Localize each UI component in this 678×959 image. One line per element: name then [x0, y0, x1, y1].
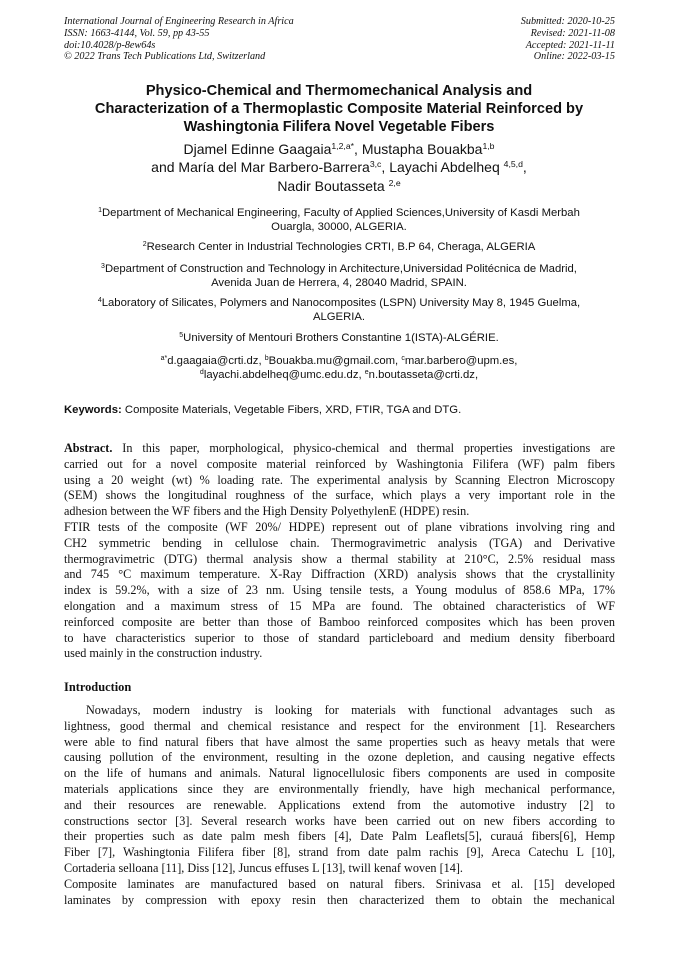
- affiliation-3: [40, 262, 638, 291]
- author-separator: ,: [522, 159, 527, 176]
- abstract-line: thermogravimetric (DTG) thermal analysis show a thermal stability at 210°C, 2.5% residual mass: [64, 551, 615, 566]
- intro-line: constructions sector [3]. Several research works have been carried out on new fibers according to: [64, 813, 615, 828]
- publication-dates: [521, 16, 615, 63]
- abstract-line: index is 59.2%, with a size of 23 nm. Using tensile tests, a Young modulus of 858.6 MPa, 17%: [64, 583, 615, 598]
- affiliation-text: Department of Mechanical Engineering, Faculty of Applied Sciences,University of Kasdi Merbah: [102, 207, 580, 219]
- intro-line: lightness, good thermal and chemical resistance and respect for the environment [1]. Researchers: [64, 718, 615, 733]
- affiliation-line: [40, 296, 638, 310]
- author-emails: [40, 354, 638, 383]
- journal-info: [64, 16, 294, 63]
- email-address: n.boutasseta@crti.dz,: [368, 369, 479, 382]
- author-name: Djamel Edinne Gaagaia: [183, 141, 332, 157]
- affiliation-line: Ouargla, 30000, ALGERIA.: [271, 221, 407, 234]
- email-line: [40, 368, 638, 382]
- affiliation-line: [40, 206, 638, 220]
- title-line: Physico-Chemical and Thermomechanical Analysis and: [145, 83, 533, 99]
- introduction-body: [64, 703, 615, 908]
- email-mark: b: [264, 355, 269, 363]
- title-line: Washingtonia Filifera Novel Vegetable Fibers: [183, 119, 495, 136]
- affiliation-number: 1: [98, 207, 103, 215]
- author-affiliation-mark: 1,2,a*: [331, 141, 355, 152]
- author-conjunction: and: [151, 159, 179, 176]
- email-address: layachi.abdelheq@umc.edu.dz,: [203, 369, 365, 382]
- affiliation-5: [40, 331, 638, 345]
- revised-date: Revised: 2021-11-08: [530, 27, 615, 39]
- author-separator: ,: [354, 141, 362, 157]
- author-affiliation-mark: 4,5,d: [503, 159, 523, 170]
- abstract: [64, 441, 615, 662]
- abstract-line: CH2 symmetric bending in cellulose chain. Thermogravimetric analysis (TGA) and Derivative: [64, 535, 615, 550]
- affiliation-line: ALGERIA.: [312, 311, 366, 324]
- affiliation-1: [40, 206, 638, 235]
- affiliation-number: 4: [97, 297, 102, 305]
- abstract-line: carried out for a novel composite material reinforced by Washingtonia Filifera (WF) palm fibers: [64, 456, 615, 471]
- intro-line: Composite laminates are manufactured based on natural fibers. Srinivasa et al. [15] developed: [64, 876, 615, 891]
- email-mark: a*: [160, 355, 168, 363]
- email-address: mar.barbero@upm.es,: [404, 355, 518, 367]
- author-affiliation-mark: 1,b: [482, 141, 495, 152]
- keywords-text: Composite Materials, Vegetable Fibers, XRD, FTIR, TGA and DTG.: [121, 404, 462, 416]
- affiliation-number: 2: [142, 241, 147, 249]
- author-name: Nadir Boutasseta: [277, 177, 389, 194]
- abstract-line: using a 20 weight (wt) % loading rate. The experimental analysis by Scanning Electron Microscopy: [64, 472, 615, 487]
- journal-name: International Journal of Engineering Research in Africa: [64, 16, 294, 27]
- author-affiliation-mark: 2,e: [388, 178, 401, 189]
- affiliation-2: [40, 240, 638, 254]
- intro-line: Cortaderia selloana [11], Diss [12], Juncus effuses L [13], twill kenaf woven [14].: [64, 860, 463, 875]
- author-name: María del Mar Barbero-Barrera: [178, 159, 370, 176]
- abstract-line: and 745 °C maximum temperature. X-Ray Diffraction (XRD) analysis shows that the crystallinity: [64, 567, 615, 582]
- email-address: d.gaagaia@crti.dz,: [167, 355, 265, 367]
- affiliation-text: University of Mentouri Brothers Constantine 1(ISTA)-ALGÉRIE.: [183, 332, 499, 344]
- section-heading-introduction: Introduction: [64, 680, 132, 694]
- author-name: Layachi Abdelheq: [389, 159, 504, 176]
- abstract-text: In this paper, morphological, physico-chemical and thermal properties investigations are: [112, 441, 615, 455]
- abstract-line: reinforced composite are better than those of Bamboo reinforced composites which has been proven: [64, 614, 615, 629]
- online-date: Online: 2022-03-15: [533, 51, 615, 63]
- copyright: © 2022 Trans Tech Publications Ltd, Switzerland: [64, 51, 266, 63]
- intro-line: were able to find natural fibers that have almost the same properties such as heavy metals that were: [64, 734, 615, 749]
- affiliation-text: Department of Construction and Technology in Architecture,Universidad Politécnica de Madrid,: [104, 263, 577, 275]
- accepted-date: Accepted: 2021-11-11: [525, 39, 615, 51]
- affiliation-number: 3: [101, 263, 105, 271]
- abstract-line: adhesion between the WF fibers and the High Density PolyethylenE (HDPE) resin.: [64, 504, 470, 519]
- affiliation-line: [40, 240, 638, 254]
- intro-line: their properties such as date palm mesh fibers [4], Date Palm Leaflets[5], curauá fibers[6], Hemp: [64, 829, 615, 844]
- email-mark: c: [401, 355, 405, 363]
- intro-line: causing pollution of the environment, resulting in the ozone depletion, and causing negative effects: [64, 750, 615, 765]
- author-line: [40, 177, 638, 195]
- affiliation-4: [40, 296, 638, 325]
- email-mark: d: [199, 369, 204, 377]
- doi: doi:10.4028/p-8ew64s: [64, 39, 156, 51]
- author-list: [40, 140, 638, 195]
- affiliation-text: Laboratory of Silicates, Polymers and Nanocomposites (LSPN) University May 8, 1945 Guelma,: [101, 297, 581, 309]
- abstract-line: elongation and a maximum stress of 15 MPa are found. The obtained characteristics of WF: [64, 598, 615, 613]
- author-affiliation-mark: 3,c: [369, 159, 382, 170]
- abstract-line: FTIR tests of the composite (WF 20%/ HDPE) represent out of plane vibrations involving ring and: [64, 519, 615, 534]
- intro-line: laminates by compression with epoxy resin then characterized them to obtain the mechanical: [64, 892, 615, 907]
- author-separator: ,: [381, 159, 390, 176]
- email-mark: e: [364, 369, 369, 377]
- intro-line: Nowadays, modern industry is looking for materials with functional advantages such as: [86, 703, 615, 717]
- abstract-line: [64, 441, 615, 457]
- abstract-line: to have characteristics superior to those of standard particleboard and medium density fiberboard: [64, 630, 615, 645]
- author-name: Mustapha Bouakba: [361, 141, 483, 157]
- affiliation-line: [40, 331, 638, 345]
- keywords-label: Keywords:: [64, 404, 122, 416]
- intro-line: and their resources are renewable. Applications extend from the automotive industry [2] to: [64, 797, 615, 812]
- abstract-label: Abstract.: [64, 441, 113, 455]
- intro-line: materials applications since they are environmentally friendly, have high mechanical performance,: [64, 781, 615, 796]
- intro-line: Fiber [7], Washingtonia Filifera fiber [8], strand from date palm rachis [9], Areca Catechu L [10],: [64, 845, 615, 860]
- author-line: [40, 140, 638, 158]
- affiliation-line: Avenida Juan de Herrera, 4, 28040 Madrid, SPAIN.: [211, 277, 467, 290]
- submitted-date: Submitted: 2020-10-25: [520, 16, 615, 27]
- paper-title: [40, 82, 638, 137]
- email-address: Bouakba.mu@gmail.com,: [268, 355, 402, 367]
- intro-line: on the life of humans and animals. Natural lignocellulosic fibers components are used in composite: [64, 766, 615, 781]
- affiliation-number: 5: [179, 332, 184, 340]
- email-line: [40, 354, 638, 368]
- affiliation-line: [40, 262, 638, 276]
- issn: ISSN: 1663-4144, Vol. 59, pp 43-55: [64, 27, 210, 39]
- keywords: [64, 404, 461, 416]
- author-line: [40, 158, 638, 176]
- abstract-line: used mainly in the construction industry.: [64, 646, 263, 661]
- abstract-line: (SEM) shows the longitudinal roughness of the surface, which plays a very important role in the: [64, 488, 615, 503]
- affiliation-text: Research Center in Industrial Technologies CRTI, B.P 64, Cheraga, ALGERIA: [146, 241, 536, 253]
- title-line: Characterization of a Thermoplastic Composite Material Reinforced by: [94, 101, 584, 118]
